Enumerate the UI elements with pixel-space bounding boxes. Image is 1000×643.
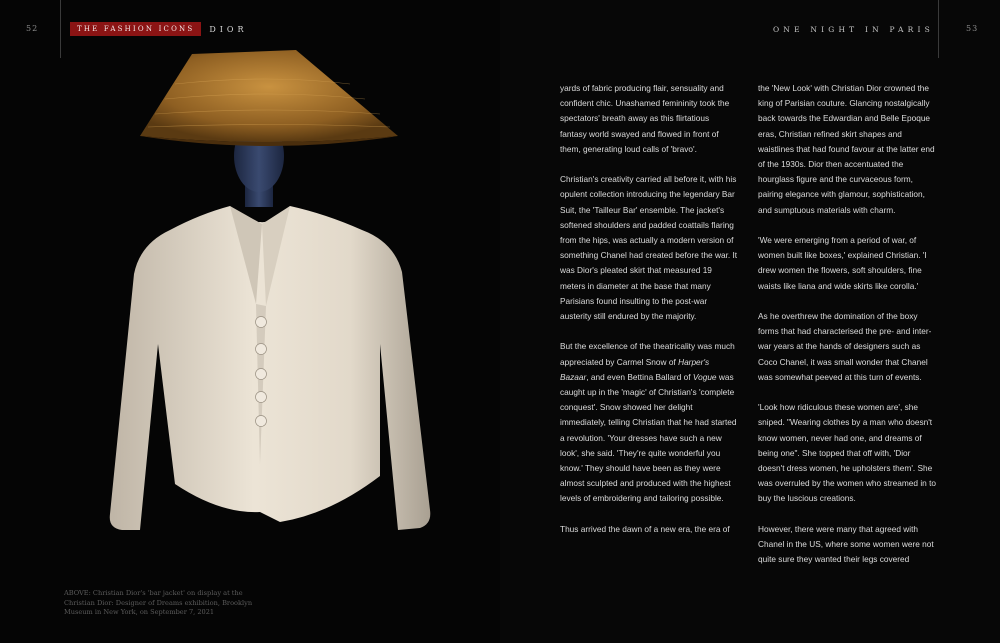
left-page-number: 52 <box>26 24 39 33</box>
running-header-right: ONE NIGHT IN PARIS <box>772 25 934 34</box>
paragraph: Thus arrived the dawn of a new era, the era of <box>560 523 730 534</box>
paragraph: As he overthrew the domination of the boxy forms that had characterised the pre- and inter-war years at the hands of designers such as Coco Chanel, it was small wonder that Chanel was somewhat peeved at this turn of events. <box>758 311 932 382</box>
right-page-number: 53 <box>966 24 979 33</box>
text-column-1 <box>560 81 738 552</box>
brand-tag: DIOR <box>209 24 248 34</box>
right-margin-rule <box>938 0 939 58</box>
paragraph: However, there were many that agreed with Chanel in the US, where some women were not quite sure they wanted their legs covered <box>758 523 934 565</box>
photo-caption: ABOVE: Christian Dior's 'bar jacket' on display at the Christian Dior: Designer of Dreams exhibition, Brooklyn Museum in New York, on September 7, 2021 <box>64 589 253 617</box>
paragraph-text: was caught up in the 'magic' of Christian's 'complete conquest'. Snow showed her delight immediately, telling Christian that he had started a revolution. 'Your dresses have such a new look', she said. 'They're quite wonderful you know.' They should have been as they were almost sculpted and produced with the highest levels of embroidering and tailoring possible. <box>560 371 737 504</box>
paragraph: Christian's creativity carried all before it, with his opulent collection introducing the legendary Bar Suit, the 'Tailleur Bar' ensemble. The jacket's softened shoulders and padded coattails flaring from the hips, was actually a modern version of something Chanel had created before the war. It was Dior's pleated skirt that measured 19 meters in diameter at the base that many Parisians found insulting to the post-war austerity still endured by the majority. <box>560 174 738 322</box>
section-tag: THE FASHION ICONS <box>70 22 201 36</box>
paragraph: the 'New Look' with Christian Dior crowned the king of Parisian couture. Glancing nostalgically back towards the Edwardian and Belle Epoque eras, Christian refined skirt shapes and waistlines that had found favour at the latter end of the 1930s. Dior then accentuated the hourglass figure and the curvaceous form, pairing elegance with glamour, sophistication, and sumptuous materials with charm. <box>758 83 935 215</box>
running-header-left <box>70 22 248 36</box>
paragraph: 'We were emerging from a period of war, of women built like boxes,' explained Christian. 'I drew women the flowers, soft shoulders, fine waists like liana and wide skirts like corolla.' <box>758 235 927 291</box>
left-margin-rule <box>60 0 61 58</box>
publication-title: Harper's Bazaar <box>560 356 710 382</box>
paragraph: yards of fabric producing flair, sensuality and confident chic. Unashamed femininity took the spectators' breath away as this flirtatious fantasy world swayed and flowed in front of them, generating loud calls of 'bravo'. <box>560 83 730 154</box>
paragraph-text: But the excellence of the theatricality was much appreciated by Carmel Snow of <box>560 341 735 367</box>
paragraph <box>560 339 738 506</box>
publication-title: Vogue <box>692 371 717 382</box>
bar-suit-mannequin-photo <box>80 44 450 549</box>
paragraph-text: , and even Bettina Ballard of <box>586 371 691 382</box>
paragraph: 'Look how ridiculous these women are', she sniped. "Wearing clothes by a man who doesn't know women, never had one, and dreams of being one". She topped that off with, 'Dior doesn't dress women, he upholsters them'. She was overruled by the women who streamed in to buy the luscious creations. <box>758 402 937 504</box>
right-page <box>500 0 1000 643</box>
text-column-2 <box>758 81 936 583</box>
